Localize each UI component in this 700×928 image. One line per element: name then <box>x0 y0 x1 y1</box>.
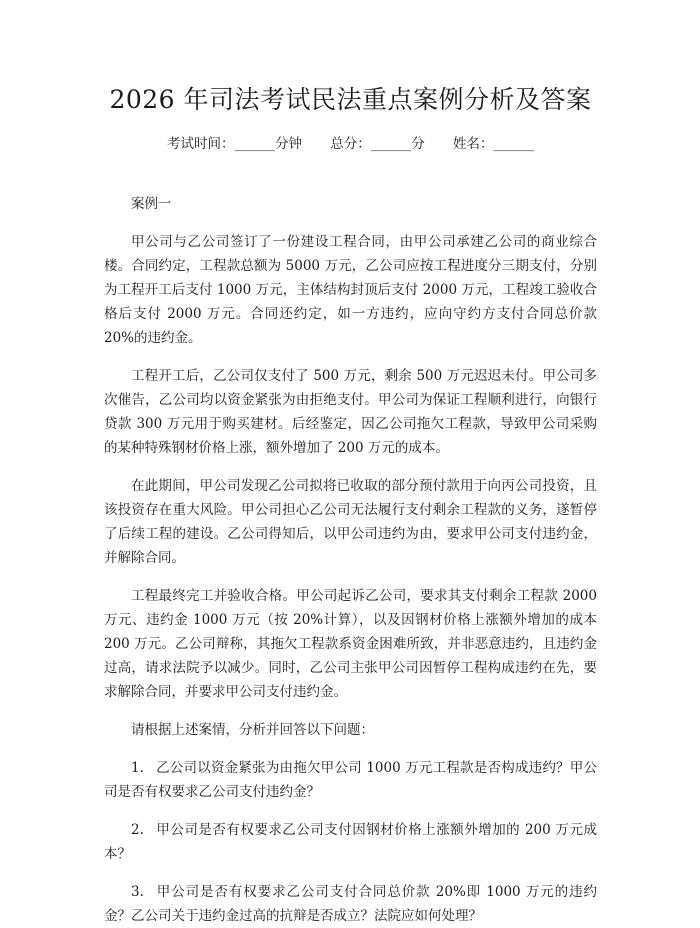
question-item <box>104 880 597 928</box>
case-paragraph: 工程开工后，乙公司仅支付了 500 万元，剩余 500 万元迟迟未付。甲公司多次催告，乙公司均以资金紧张为由拒绝支付。甲公司为保证工程顺利进行，向银行贷款 300 万元用于购买建材。后经鉴定，因乙公司拖欠工程款，导致甲公司采购的某种特殊钢材价格上涨，额外增加了 200 万元的成本。 <box>104 368 597 456</box>
question-item <box>104 818 597 866</box>
question-prompt: 请根据上述案情，分析并回答以下问题： <box>131 722 374 738</box>
question-item <box>104 756 597 804</box>
exam-time-field: 考试时间：______分钟 <box>166 136 302 152</box>
question-number: 1. <box>131 760 144 776</box>
total-score-field: 总分：______分 <box>330 136 425 152</box>
case-heading: 案例一 <box>131 196 172 212</box>
document-title: 2026 年司法考试民法重点案例分析及答案 <box>109 85 592 114</box>
exam-info-line <box>104 134 597 154</box>
case-paragraph: 在此期间，甲公司发现乙公司拟将已收取的部分预付款用于向丙公司投资，且该投资存在重大风险。甲公司担心乙公司无法履行支付剩余工程款的义务，遂暂停了后续工程的建设。乙公司得知后，以甲公司违约为由，要求甲公司支付违约金，并解除合同。 <box>104 478 597 566</box>
student-name-field: 姓名：______ <box>453 136 535 152</box>
question-text: 甲公司是否有权要求乙公司支付因钢材价格上涨额外增加的 200 万元成本？ <box>104 822 597 862</box>
question-number: 2. <box>131 822 144 838</box>
question-text: 乙公司以资金紧张为由拖欠甲公司 1000 万元工程款是否构成违约？甲公司是否有权要求乙公司支付违约金？ <box>104 760 597 800</box>
case-paragraph: 工程最终完工并验收合格。甲公司起诉乙公司，要求其支付剩余工程款 2000 万元、违约金 1000 万元（按 20%计算），以及因钢材价格上涨额外增加的成本 200 万元。乙公司辩称，其拖欠工程款系资金困难所致，并非恶意违约，且违约金过高，请求法院予以减少。同时，乙公司主张甲公司因暂停工程构成违约在先，要求解除合同，并要求甲公司支付违约金。 <box>104 588 597 700</box>
question-text: 甲公司是否有权要求乙公司支付合同总价款 20%即 1000 万元的违约金？乙公司关于违约金过高的抗辩是否成立？法院应如何处理？ <box>104 884 597 924</box>
case-paragraph: 甲公司与乙公司签订了一份建设工程合同，由甲公司承建乙公司的商业综合楼。合同约定，工程款总额为 5000 万元，乙公司应按工程进度分三期支付，分别为工程开工后支付 1000 万元，主体结构封顶后支付 2000 万元，工程竣工验收合格后支付 2000 万元。合同还约定，如一方违约，应向守约方支付合同总价款 20%的违约金。 <box>104 234 597 346</box>
question-number: 3. <box>131 884 144 900</box>
